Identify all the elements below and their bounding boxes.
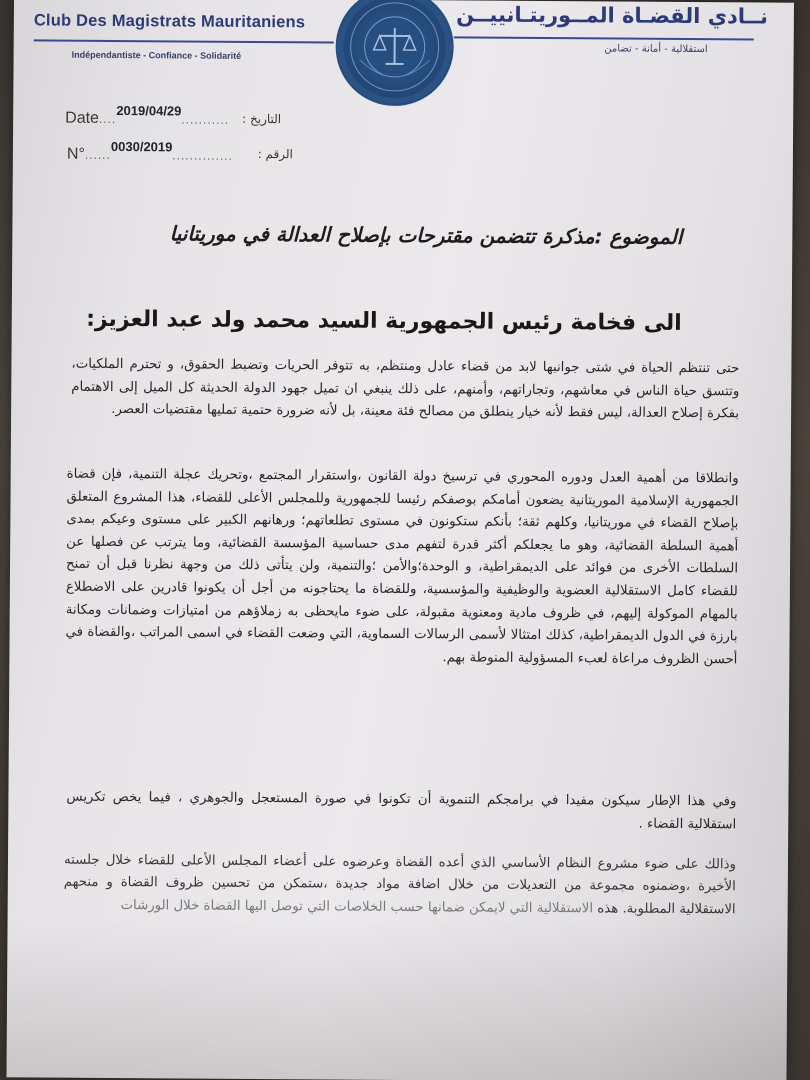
club-seal-logo	[335, 0, 454, 106]
letter-addressee: الى فخامة رئيس الجمهورية السيد محمد ولد عبد العزيز:	[86, 306, 682, 336]
paragraph-4-faint-line: الاستقلالية التي لايمكن ضمانها حسب الخلاصات التي توصل اليها القضاة خلال الورشات	[120, 897, 594, 917]
number-label: N°	[66, 145, 85, 163]
letter-subject: الموضوع :مذكرة تتضمن مقترحات بإصلاح العدالة في موريتانيا	[169, 221, 683, 249]
header-rule-left	[34, 39, 334, 43]
letter-page	[6, 0, 794, 1080]
number-label-ar: الرقم :	[257, 146, 293, 162]
number-value: 0030/2019	[110, 138, 173, 155]
club-name-ar: نــادي القضـاة المــوريتـانييــن	[456, 2, 768, 29]
number-field: N°......$^{0030/2019}$..............	[66, 138, 234, 163]
motto-fr: Indépendantiste - Confiance - Solidarité	[71, 49, 242, 61]
header-rule-right	[454, 36, 754, 40]
paragraph-3: وفي هذا الإطار سيكون مفيدا في برامجكم التنموية أن تكونوا في صورة المستعجل والجوهري ، فيما يخص تكريس استقلالية القضاء .	[66, 789, 737, 833]
date-label-ar: التاريخ :	[242, 111, 282, 127]
seal-emblem-icon	[337, 0, 452, 104]
club-name-fr: Club Des Magistrats Mauritaniens	[33, 11, 306, 32]
date-field: Date....$^{2019/04/29}$...........	[65, 102, 230, 127]
paragraph-4-text: وذالك على ضوء مشروع النظام الأساسي الذي أعده القضاة وعرضوه على أعضاء المجلس الأعلى للقضاء خلال جلسته الأخيرة ،وضمنوه مجموعة من التعديلات من خلال اضافة مواد جديدة ،ستمكن من تحسين ظروف القضاة و منحهم الاستقلالية المطلوبة. هذه	[63, 852, 737, 918]
date-label: Date	[65, 109, 100, 127]
paragraph-4	[64, 850, 736, 922]
date-value: 2019/04/29	[116, 102, 182, 119]
motto-ar: استقلالية - أمانة - تضامن	[604, 43, 708, 56]
paragraph-1: حتى تنتظم الحياة في شتى جوانبها لابد من قضاء عادل ومنتظم، به تتوفر الحريات وتضبط الحقوق، و تحترم الملكيات، وتتسق حياة الناس في معاشهم، وتجاراتهم، وأمنهم، على ذلك ينبغي ان تميل جهود الدولة الحديثة كل الميل إلى الاهتمام بفكرة إصلاح العدالة، ليس فقط لأنه خيار ينطلق من مصالح فئة معينة، بل لأنه ضرورة حتمية تمليها مقتضيات العصر.	[71, 356, 740, 422]
paragraph-2: وانطلاقا من أهمية العدل ودوره المحوري في ترسيخ دولة القانون ،واستقرار المجتمع ،وتحريك عجلة التنمية، فإن قضاة الجمهورية الإسلامية الموريتانية يضعون أمامكم بوصفكم رئيسا للجمهورية وللمجلس الأعلى للقضاء، هذا المشروع المتعلق بإصلاح القضاء في موريتانيا، وكلهم ثقة؛ بأنكم ستكونون في مستوى تطلعاتهم؛ ورهانهم الكبير على مستوى وعيكم بمدى أهمية السلطة القضائية، وهو ما يجعلكم أكثر قدرة لتفهم مدى حساسية المؤسسة القضائية، وما يترتب عن فصلها عن السلطات الأخرى من فوائد على الديمقراطية، و الوحدة؛والأمن ؛والتنمية، ولن يتأتى ذلك من وجهة نظرنا قبل أن تمنح للقضاء كامل الاستقلالية العضوية والوظيفية والمؤسسية، وللقضاة ما يحتاجونه من أجل أن يكونوا قادرين على الاضطلاع بالمهام الموكولة إليهم، في ظروف مادية ومعنوية مقبولة، على ضوء مايحظى به زملاؤهم من امتيازات وضمانات ومكانة بارزة في الدول الديمقراطية، كذلك امتثالا لأسمى الرسالات السماوية، التي وضعت القضاء في اسمى المراتب ،والقضاة في أحسن الظروف مراعاة لعبء المسؤولية المنوطة بهم.	[65, 466, 739, 668]
